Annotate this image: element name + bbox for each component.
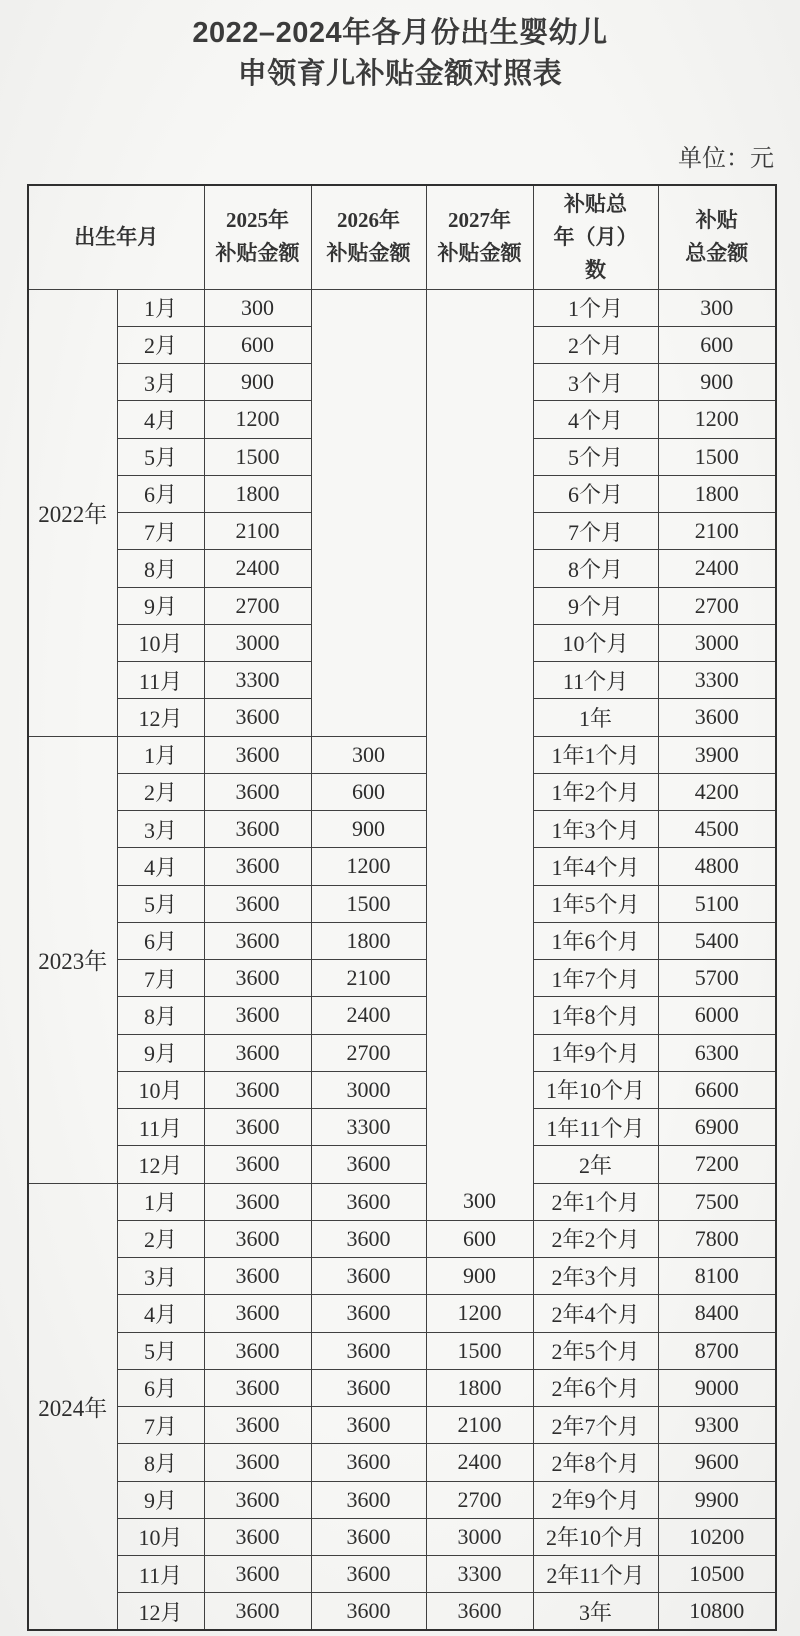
total-months-cell: 8个月: [533, 550, 658, 587]
table-row: [28, 1258, 776, 1295]
table-row: [28, 811, 776, 848]
total-amount-cell: 9000: [658, 1369, 776, 1406]
amount-2026-cell: 3600: [311, 1518, 426, 1555]
table-row: [28, 1518, 776, 1555]
month-cell: 8月: [117, 1444, 204, 1481]
amount-2027-cell: 1200: [426, 1295, 533, 1332]
total-months-cell: 2个月: [533, 326, 658, 363]
amount-2025-cell: 1500: [204, 438, 311, 475]
table-row: [28, 1481, 776, 1518]
header-line: 2027年: [448, 208, 511, 233]
month-cell: 6月: [117, 1369, 204, 1406]
table-row: [28, 1071, 776, 1108]
amount-2026-cell: 2100: [311, 960, 426, 997]
amount-2025-cell: 3600: [204, 848, 311, 885]
total-amount-cell: 3900: [658, 736, 776, 773]
table-row: [28, 1220, 776, 1257]
amount-2026-cell: 3600: [311, 1369, 426, 1406]
month-cell: 7月: [117, 960, 204, 997]
total-amount-cell: 4800: [658, 848, 776, 885]
month-cell: 9月: [117, 1034, 204, 1071]
header-line: 补贴金额: [215, 241, 300, 266]
total-months-cell: 3年: [533, 1593, 658, 1630]
total-months-cell: 2年11个月: [533, 1556, 658, 1593]
amount-2025-cell: 900: [204, 364, 311, 401]
month-cell: 11月: [117, 662, 204, 699]
total-amount-cell: 9900: [658, 1481, 776, 1518]
total-months-cell: 1年2个月: [533, 773, 658, 810]
table-row: [28, 773, 776, 810]
amount-2025-cell: 3600: [204, 773, 311, 810]
amount-2026-cell: 2700: [311, 1034, 426, 1071]
total-amount-cell: 5400: [658, 922, 776, 959]
amount-2026-cell: 3600: [311, 1220, 426, 1257]
table-row: [28, 736, 776, 773]
amount-2026-cell: 900: [311, 811, 426, 848]
amount-2026-cell: 1800: [311, 922, 426, 959]
amount-2025-cell: 3600: [204, 1332, 311, 1369]
amount-2025-cell: 2400: [204, 550, 311, 587]
amount-2025-cell: 3600: [204, 1295, 311, 1332]
amount-2026-cell: 3600: [311, 1556, 426, 1593]
header-line: 总金额: [685, 241, 749, 266]
total-amount-cell: 5700: [658, 960, 776, 997]
total-amount-cell: 600: [658, 326, 776, 363]
total-amount-cell: 10200: [658, 1518, 776, 1555]
total-months-cell: 1年9个月: [533, 1034, 658, 1071]
total-months-cell: 9个月: [533, 587, 658, 624]
amount-2027-cell: 900: [426, 1258, 533, 1295]
total-amount-cell: 7500: [658, 1183, 776, 1220]
total-months-cell: 2年3个月: [533, 1258, 658, 1295]
amount-2025-cell: 3600: [204, 1481, 311, 1518]
amount-2025-cell: 3600: [204, 1183, 311, 1220]
month-cell: 10月: [117, 1071, 204, 1108]
amount-2025-cell: 3600: [204, 1556, 311, 1593]
total-amount-cell: 8700: [658, 1332, 776, 1369]
year-cell: 2023年: [28, 736, 117, 1183]
amount-2027-cell: 2100: [426, 1407, 533, 1444]
table-row: [28, 1183, 776, 1220]
amount-2026-cell: 300: [311, 736, 426, 773]
amount-2027-cell: 1800: [426, 1369, 533, 1406]
total-amount-cell: 300: [658, 289, 776, 326]
total-amount-cell: 1800: [658, 475, 776, 512]
month-cell: 4月: [117, 1295, 204, 1332]
total-amount-cell: 5100: [658, 885, 776, 922]
amount-2027-cell: 1500: [426, 1332, 533, 1369]
total-months-cell: 2年10个月: [533, 1518, 658, 1555]
month-cell: 7月: [117, 513, 204, 550]
amount-2026-cell: 3600: [311, 1295, 426, 1332]
amount-2027-cell: 2700: [426, 1481, 533, 1518]
amount-2025-cell: 3600: [204, 1593, 311, 1630]
amount-2026-cell: 3600: [311, 1146, 426, 1183]
total-months-cell: 7个月: [533, 513, 658, 550]
total-months-cell: 2年2个月: [533, 1220, 658, 1257]
header-2027-amount: [426, 185, 533, 289]
total-amount-cell: 6900: [658, 1109, 776, 1146]
amount-2026-cell: 3600: [311, 1407, 426, 1444]
amount-2025-cell: 3600: [204, 1369, 311, 1406]
table-row: [28, 1407, 776, 1444]
total-months-cell: 2年9个月: [533, 1481, 658, 1518]
total-months-cell: 4个月: [533, 401, 658, 438]
table-row: [28, 960, 776, 997]
month-cell: 4月: [117, 401, 204, 438]
total-amount-cell: 1200: [658, 401, 776, 438]
total-amount-cell: 900: [658, 364, 776, 401]
amount-2026-cell: 3600: [311, 1258, 426, 1295]
amount-2025-cell: 2100: [204, 513, 311, 550]
header-line: 补贴: [695, 208, 738, 233]
month-cell: 10月: [117, 1518, 204, 1555]
month-cell: 2月: [117, 773, 204, 810]
month-cell: 9月: [117, 1481, 204, 1518]
header-total-amount: [658, 185, 776, 289]
year-cell: 2022年: [28, 289, 117, 736]
subsidy-table: [27, 184, 777, 1631]
amount-2026-cell: 3600: [311, 1183, 426, 1220]
amount-2026-cell: 3600: [311, 1481, 426, 1518]
total-months-cell: 1年: [533, 699, 658, 736]
total-amount-cell: 1500: [658, 438, 776, 475]
table-row: [28, 922, 776, 959]
total-amount-cell: 2400: [658, 550, 776, 587]
total-months-cell: 2年8个月: [533, 1444, 658, 1481]
merged-empty-2026-cell: [311, 289, 426, 736]
table-row: [28, 997, 776, 1034]
table-row: [28, 848, 776, 885]
header-birth-date: 出生年月: [28, 185, 204, 289]
total-months-cell: 1年10个月: [533, 1071, 658, 1108]
table-row: [28, 1146, 776, 1183]
page-title-line-2: 申领育儿补贴金额对照表: [237, 58, 563, 90]
merged-empty-2027-cell: [426, 289, 533, 1183]
month-cell: 5月: [117, 438, 204, 475]
total-months-cell: 1年11个月: [533, 1109, 658, 1146]
table-row: [28, 1556, 776, 1593]
total-months-cell: 1年3个月: [533, 811, 658, 848]
header-2026-amount: [311, 185, 426, 289]
table-row: [28, 1369, 776, 1406]
amount-2027-cell: 3300: [426, 1556, 533, 1593]
total-amount-cell: 9600: [658, 1444, 776, 1481]
amount-2025-cell: 1800: [204, 475, 311, 512]
header-line: 补贴金额: [437, 241, 522, 266]
total-months-cell: 6个月: [533, 475, 658, 512]
total-amount-cell: 2100: [658, 513, 776, 550]
unit-label: 单位：元: [678, 145, 774, 172]
total-amount-cell: 6600: [658, 1071, 776, 1108]
amount-2025-cell: 3600: [204, 699, 311, 736]
header-line: 2026年: [337, 208, 400, 233]
amount-2026-cell: 3600: [311, 1332, 426, 1369]
total-amount-cell: 8400: [658, 1295, 776, 1332]
table-body: [28, 289, 776, 1630]
total-amount-cell: 6300: [658, 1034, 776, 1071]
amount-2025-cell: 3000: [204, 624, 311, 661]
total-amount-cell: 3600: [658, 699, 776, 736]
total-months-cell: 2年5个月: [533, 1332, 658, 1369]
total-months-cell: 2年: [533, 1146, 658, 1183]
month-cell: 10月: [117, 624, 204, 661]
header-total-months: [533, 185, 658, 289]
month-cell: 12月: [117, 699, 204, 736]
amount-2027-cell: 600: [426, 1220, 533, 1257]
month-cell: 1月: [117, 736, 204, 773]
header-2025-amount: [204, 185, 311, 289]
header-line: 补贴金额: [326, 241, 411, 266]
amount-2025-cell: 3300: [204, 662, 311, 699]
total-months-cell: 3个月: [533, 364, 658, 401]
month-cell: 6月: [117, 922, 204, 959]
total-months-cell: 11个月: [533, 662, 658, 699]
total-amount-cell: 7800: [658, 1220, 776, 1257]
table-row: [28, 1593, 776, 1630]
month-cell: 12月: [117, 1593, 204, 1630]
table-row: [28, 289, 776, 326]
total-amount-cell: 4200: [658, 773, 776, 810]
total-months-cell: 2年1个月: [533, 1183, 658, 1220]
month-cell: 2月: [117, 1220, 204, 1257]
month-cell: 3月: [117, 364, 204, 401]
month-cell: 1月: [117, 289, 204, 326]
total-months-cell: 5个月: [533, 438, 658, 475]
total-months-cell: 1年8个月: [533, 997, 658, 1034]
page-title: [0, 0, 800, 95]
total-amount-cell: 10800: [658, 1593, 776, 1630]
amount-2025-cell: 3600: [204, 1071, 311, 1108]
amount-2025-cell: 3600: [204, 1518, 311, 1555]
total-amount-cell: 3300: [658, 662, 776, 699]
amount-2025-cell: 3600: [204, 1109, 311, 1146]
table-row: [28, 1295, 776, 1332]
total-months-cell: 1年7个月: [533, 960, 658, 997]
total-months-cell: 1个月: [533, 289, 658, 326]
total-months-cell: 2年7个月: [533, 1407, 658, 1444]
amount-2025-cell: 3600: [204, 922, 311, 959]
amount-2025-cell: 3600: [204, 1258, 311, 1295]
total-months-cell: 2年6个月: [533, 1369, 658, 1406]
amount-2027-cell: 3000: [426, 1518, 533, 1555]
month-cell: 7月: [117, 1407, 204, 1444]
amount-2026-cell: 1200: [311, 848, 426, 885]
amount-2027-cell: 2400: [426, 1444, 533, 1481]
month-cell: 11月: [117, 1109, 204, 1146]
amount-2026-cell: 3600: [311, 1444, 426, 1481]
amount-2025-cell: 3600: [204, 736, 311, 773]
amount-2025-cell: 3600: [204, 1407, 311, 1444]
total-months-cell: 2年4个月: [533, 1295, 658, 1332]
amount-2025-cell: 3600: [204, 1146, 311, 1183]
month-cell: 3月: [117, 811, 204, 848]
month-cell: 9月: [117, 587, 204, 624]
amount-2026-cell: 3300: [311, 1109, 426, 1146]
header-row: [28, 185, 776, 289]
month-cell: 11月: [117, 1556, 204, 1593]
amount-2025-cell: 3600: [204, 1220, 311, 1257]
amount-2025-cell: 3600: [204, 997, 311, 1034]
year-cell: 2024年: [28, 1183, 117, 1630]
total-amount-cell: 7200: [658, 1146, 776, 1183]
total-amount-cell: 10500: [658, 1556, 776, 1593]
total-amount-cell: 4500: [658, 811, 776, 848]
month-cell: 4月: [117, 848, 204, 885]
header-line: 年（月）: [553, 224, 638, 249]
amount-2025-cell: 3600: [204, 1444, 311, 1481]
total-amount-cell: 2700: [658, 587, 776, 624]
amount-2026-cell: 3600: [311, 1593, 426, 1630]
total-amount-cell: 6000: [658, 997, 776, 1034]
amount-2025-cell: 1200: [204, 401, 311, 438]
amount-2026-cell: 2400: [311, 997, 426, 1034]
amount-2025-cell: 3600: [204, 960, 311, 997]
header-line: 2025年: [226, 208, 289, 233]
amount-2025-cell: 3600: [204, 885, 311, 922]
page-title-line-1: 2022–2024年各月份出生婴幼儿: [192, 17, 608, 49]
amount-2025-cell: 300: [204, 289, 311, 326]
month-cell: 3月: [117, 1258, 204, 1295]
month-cell: 2月: [117, 326, 204, 363]
total-months-cell: 1年5个月: [533, 885, 658, 922]
total-months-cell: 1年1个月: [533, 736, 658, 773]
table-row: [28, 1332, 776, 1369]
amount-2026-cell: 1500: [311, 885, 426, 922]
total-months-cell: 10个月: [533, 624, 658, 661]
amount-2025-cell: 3600: [204, 811, 311, 848]
header-line: 补贴总: [564, 191, 627, 216]
table-row: [28, 1034, 776, 1071]
amount-2026-cell: 3000: [311, 1071, 426, 1108]
month-cell: 5月: [117, 885, 204, 922]
month-cell: 1月: [117, 1183, 204, 1220]
amount-2026-cell: 600: [311, 773, 426, 810]
month-cell: 6月: [117, 475, 204, 512]
total-months-cell: 1年6个月: [533, 922, 658, 959]
month-cell: 8月: [117, 997, 204, 1034]
table-row: [28, 885, 776, 922]
total-amount-cell: 8100: [658, 1258, 776, 1295]
amount-2027-cell: 300: [426, 1183, 533, 1220]
total-amount-cell: 9300: [658, 1407, 776, 1444]
amount-2027-cell: 3600: [426, 1593, 533, 1630]
table-row: [28, 1109, 776, 1146]
amount-2025-cell: 3600: [204, 1034, 311, 1071]
month-cell: 12月: [117, 1146, 204, 1183]
header-line: 数: [585, 257, 606, 282]
amount-2025-cell: 2700: [204, 587, 311, 624]
table-row: [28, 1444, 776, 1481]
month-cell: 5月: [117, 1332, 204, 1369]
total-amount-cell: 3000: [658, 624, 776, 661]
total-months-cell: 1年4个月: [533, 848, 658, 885]
amount-2025-cell: 600: [204, 326, 311, 363]
month-cell: 8月: [117, 550, 204, 587]
